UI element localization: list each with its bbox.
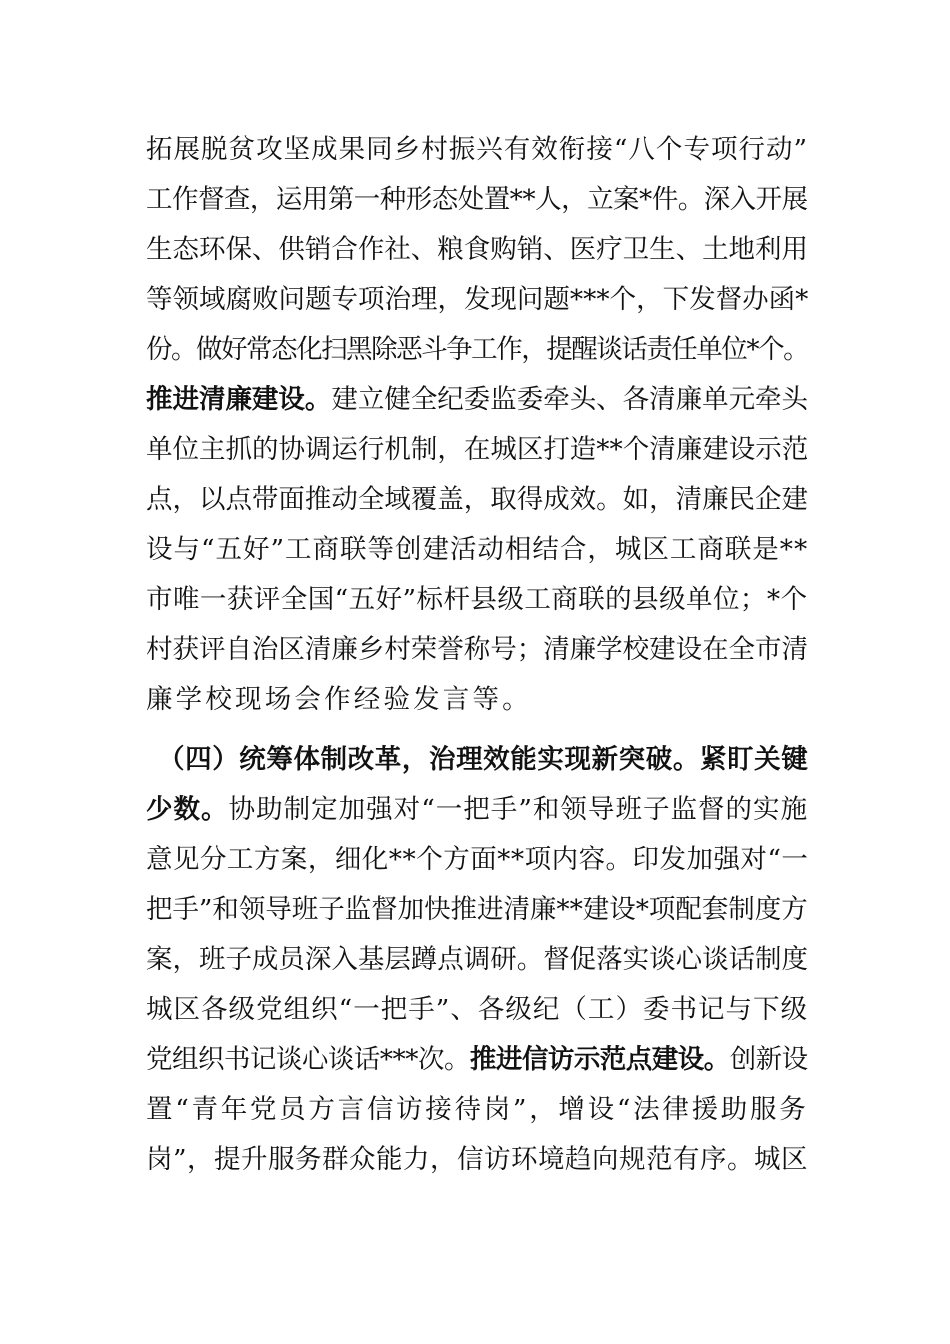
text-line <box>146 132 808 168</box>
text-run: 等领域腐败问题专项治理，发现问题***个，下发督办函* <box>146 284 809 315</box>
text-line <box>146 1142 808 1178</box>
text-run: 村获评自治区清廉乡村荣誉称号；清廉学校建设在全市清 <box>146 634 808 665</box>
text-run: 单位主抓的协调运行机制，在城区打造**个清廉建设示范 <box>146 434 809 465</box>
text-line <box>146 632 808 668</box>
text-run: 廉学校现场会作经验发言等。 <box>146 684 532 715</box>
text-line <box>146 582 808 618</box>
text-run: 生态环保、供销合作社、粮食购销、医疗卫生、土地利用 <box>146 234 808 265</box>
text-line <box>146 1092 808 1128</box>
text-line <box>158 742 808 778</box>
text-line <box>146 382 808 418</box>
text-run: 协助制定加强对“一把手”和领导班子监督的实施 <box>228 794 809 825</box>
bold-run: 推进清廉建设。 <box>146 384 332 415</box>
text-run: 拓展脱贫攻坚成果同乡村振兴有效衔接“八个专项行动” <box>146 134 809 165</box>
text-line <box>146 232 808 268</box>
text-run: 设与“五好”工商联等创建活动相结合，城区工商联是** <box>146 534 809 565</box>
text-run: 份。做好常态化扫黑除恶斗争工作，提醒谈话责任单位*个。 <box>146 334 809 365</box>
text-line <box>146 942 808 978</box>
text-line <box>146 1042 808 1078</box>
text-run: 意见分工方案，细化**个方面**项内容。印发加强对“一 <box>146 844 809 875</box>
text-run: 工作督查，运用第一种形态处置**人，立案*件。深入开展 <box>146 184 808 215</box>
text-run: 市唯一获评全国“五好”标杆县级工商联的县级单位；*个 <box>146 584 808 615</box>
text-line <box>146 332 808 368</box>
bold-run: 推进信访示范点建设。 <box>469 1044 730 1075</box>
text-line <box>146 792 808 828</box>
text-line <box>146 842 808 878</box>
text-run: 点，以点带面推动全域覆盖，取得成效。如，清廉民企建 <box>146 484 808 515</box>
text-run: 岗”，提升服务群众能力，信访环境趋向规范有序。城区 <box>146 1144 809 1175</box>
text-line <box>146 532 808 568</box>
text-line <box>146 282 808 318</box>
bold-run: 少数。 <box>146 794 229 825</box>
text-run: 置“青年党员方言信访接待岗”，增设“法律援助服务 <box>146 1094 809 1125</box>
text-run: 城区各级党组织“一把手”、各级纪（工）委书记与下级 <box>146 994 809 1025</box>
bold-run: （四）统筹体制改革，治理效能实现新突破。紧盯关键 <box>158 744 809 775</box>
text-run: 建立健全纪委监委牵头、各清廉单元牵头 <box>331 384 809 415</box>
text-run: 案，班子成员深入基层蹲点调研。督促落实谈心谈话制度 <box>146 944 808 975</box>
text-line <box>146 682 532 718</box>
text-run: 把手”和领导班子监督加快推进清廉**建设*项配套制度方 <box>146 894 808 925</box>
text-run: 创新设 <box>729 1044 808 1075</box>
text-line <box>146 432 808 468</box>
text-run: 党组织书记谈心谈话***次。 <box>146 1044 470 1075</box>
text-line <box>146 992 808 1028</box>
text-line <box>146 482 808 518</box>
text-line <box>146 182 808 218</box>
text-line <box>146 892 808 928</box>
